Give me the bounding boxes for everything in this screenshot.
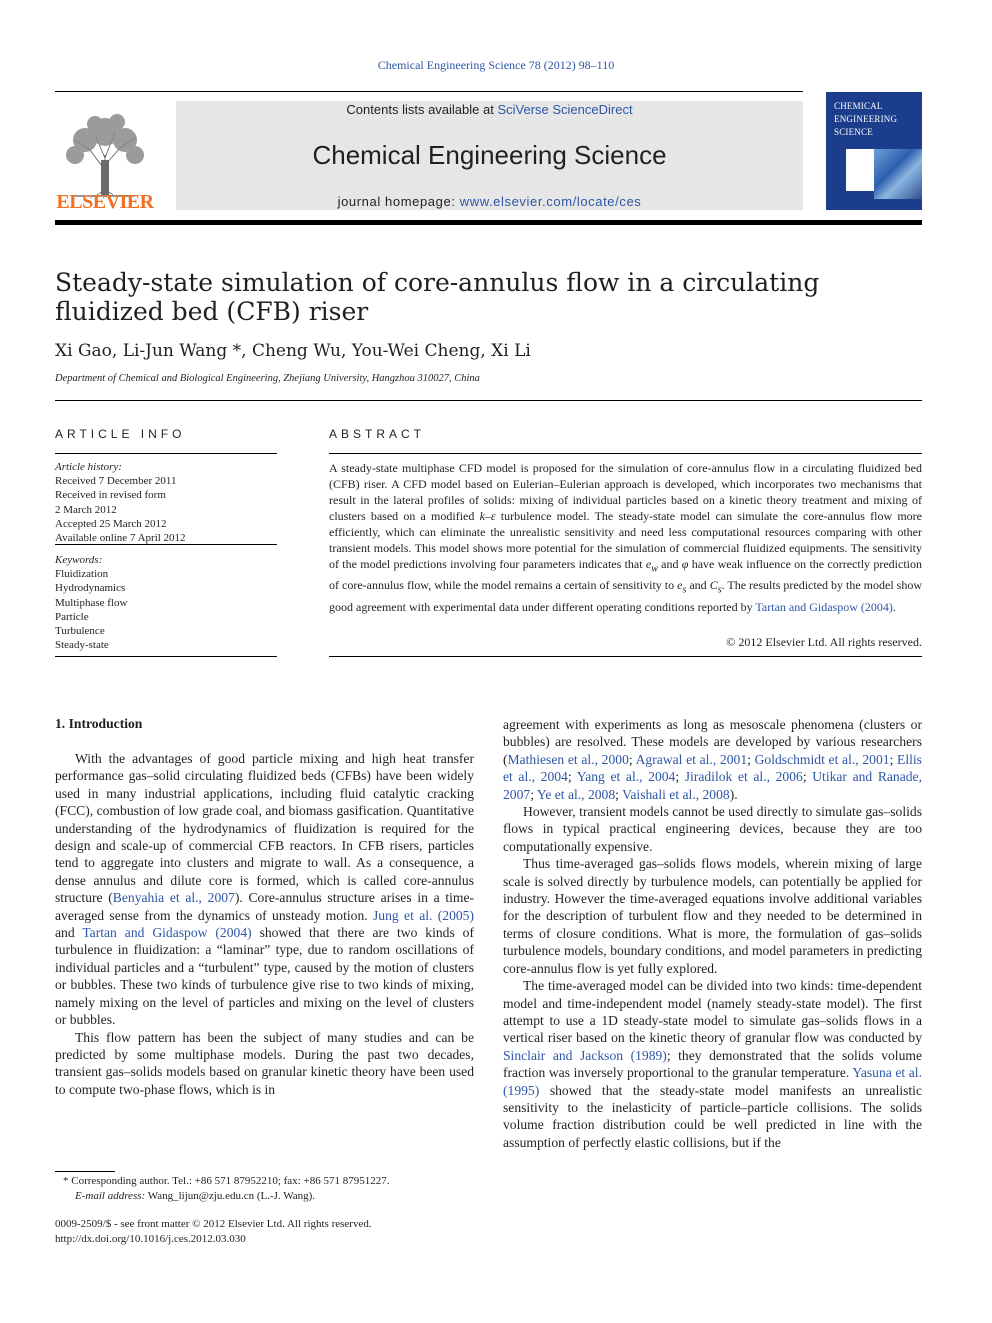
body-paragraph: [55, 750, 474, 1029]
keyword: Fluidization: [55, 568, 109, 581]
reference-link[interactable]: Vaishali et al., 2008: [622, 786, 730, 802]
corresponding-author-note: * Corresponding author. Tel.: +86 571 87952210; fax: +86 571 87951227.: [63, 1175, 390, 1187]
sciencedirect-link[interactable]: SciVerse ScienceDirect: [497, 102, 633, 117]
reference-link[interactable]: Sinclair and Jackson (1989): [503, 1047, 667, 1063]
article-title: Steady-state simulation of core-annulus flow in a circulating fluidized bed (CFB) riser: [55, 268, 820, 326]
paragraph-text: showed that there are two kinds of turbulence in fluidization: a “laminar” type, due to random oscillations of individual particles and a “turbulent” type, caused by the motion of clusters or bubbles. These two kinds of turbulence give rise to two kinds of mixing, namely mixing on the level of particles and mixing on the level of clusters or bubbles.: [55, 925, 475, 1028]
body-paragraph: [503, 977, 922, 1151]
cover-title: CHEMICAL ENGINEERING SCIENCE: [834, 101, 898, 137]
footnote-rule: [55, 1171, 115, 1172]
reference-link[interactable]: Jung et al. (2005): [373, 907, 474, 923]
paragraph-text: With the advantages of good particle mixing and high heat transfer performance gas–solid circulating fluidized beds (CFBs) have been widely used in many industrial applications, including fluid catalytic cracking (FCC), combustion of low grade coal, and biomass gasification. Quantitative understanding of the hydrodynamics of fluidization is required for the design and scale-up of commercial CFB reactors. In CFB risers, particles tend to aggregate into clusters and migrate to wall. As a consequence, a dense annulus and dilute core is formed, which is called core-annulus structure (: [55, 751, 474, 906]
reference-link[interactable]: Utikar and Ranade, 2007: [503, 769, 922, 802]
body-column-right: [503, 716, 922, 1151]
history-item: 2 March 2012: [55, 503, 117, 516]
reference-link[interactable]: Tartan and Gidaspow (2004): [82, 925, 252, 941]
cover-panel: [846, 149, 874, 191]
abstract-copyright: © 2012 Elsevier Ltd. All rights reserved.: [726, 635, 922, 649]
paragraph-text: ;: [615, 786, 623, 802]
contents-prefix: Contents lists available at: [346, 102, 498, 117]
homepage-prefix: journal homepage:: [337, 194, 460, 209]
paragraph-text: ;: [530, 786, 537, 802]
paragraph-text: agreement with experiments as long as mesoscale phenomena (clusters or bubbles) are resolved. These models are developed by various researchers (: [503, 717, 922, 767]
affiliation-rule: [55, 400, 922, 401]
paragraph-text: This flow pattern has been the subject of many studies and can be predicted by some multiphase models. During the past two decades, transient gas–solids models based on granular kinetic theory have been used to compute two-phase flows, which is in: [55, 1029, 474, 1097]
paragraph-text: ). Core-annulus structure arises in a time-averaged sense from the dynamics of unsteady motion.: [55, 890, 475, 923]
cover-image: [874, 149, 922, 199]
paragraph-text: ).: [729, 786, 738, 802]
reference-link[interactable]: Mathiesen et al., 2000: [507, 751, 629, 767]
keyword: Particle: [55, 610, 89, 623]
history-item: Available online 7 April 2012: [55, 532, 186, 545]
elsevier-wordmark: ELSEVIER: [56, 191, 154, 213]
email-line: [55, 1189, 474, 1204]
reference-link[interactable]: Ellis et al., 2004: [503, 751, 922, 785]
history-item: Received in revised form: [55, 489, 166, 502]
paragraph-text: ;: [889, 751, 898, 767]
section-heading-introduction: 1. Introduction: [55, 716, 143, 731]
abstract-heading: ABSTRACT: [329, 427, 426, 441]
history-item: Accepted 25 March 2012: [55, 517, 167, 530]
footnote: [55, 1174, 474, 1203]
body-column-left: [55, 750, 474, 1098]
reference-link[interactable]: Tartan and Gidaspow (2004): [755, 599, 893, 614]
paragraph-text: ;: [567, 769, 577, 785]
history-label: Article history:: [55, 461, 122, 473]
article-info-bottom-rule: [55, 656, 277, 657]
keywords-label: Keywords:: [55, 554, 103, 566]
keyword: Multiphase flow: [55, 596, 128, 609]
abstract-rule: [329, 453, 922, 454]
header-rule: [55, 91, 803, 92]
email-address[interactable]: Wang_lijun@zju.edu.cn (L.-J. Wang).: [145, 1189, 316, 1202]
paragraph-text: showed that the steady-state model manifests an unrealistic sensitivity to the inelasticity of particle–particle collisions. The solids volume fraction distribution could be well predicted in line with the assumption of perfectly elastic collisions, but if the: [503, 1082, 922, 1150]
email-label: E-mail address:: [75, 1189, 146, 1202]
journal-citation[interactable]: Chemical Engineering Science 78 (2012) 98–110: [377, 58, 615, 72]
abstract-bottom-rule: [329, 656, 922, 657]
article-info-heading: ARTICLE INFO: [55, 427, 186, 441]
paragraph-text: and: [55, 925, 83, 941]
body-paragraph: [503, 803, 922, 855]
reference-link[interactable]: Agrawal et al., 2001: [635, 751, 748, 767]
homepage-line: [176, 194, 803, 209]
journal-title: Chemical Engineering Science: [312, 140, 667, 170]
front-matter: [55, 1217, 372, 1246]
paragraph-text: ;: [802, 769, 813, 785]
reference-link[interactable]: Goldschmidt et al., 2001: [754, 751, 890, 767]
reference-link[interactable]: Benyahia et al., 2007: [112, 890, 235, 906]
doi-link[interactable]: http://dx.doi.org/10.1016/j.ces.2012.03.030: [55, 1232, 246, 1245]
article-info-rule: [55, 453, 277, 454]
journal-cover[interactable]: [826, 92, 922, 210]
reference-link[interactable]: Yang et al., 2004: [576, 769, 676, 785]
reference-link[interactable]: Yasuna et al. (1995): [503, 1065, 922, 1098]
paragraph-text: ;: [628, 751, 636, 767]
contents-line: [176, 102, 803, 117]
keyword: Hydrodynamics: [55, 582, 126, 595]
keyword: Turbulence: [55, 625, 105, 638]
history-item: Received 7 December 2011: [55, 475, 177, 488]
paragraph-text: ;: [747, 751, 755, 767]
paragraph-text: ;: [675, 769, 685, 785]
body-paragraph: [503, 716, 922, 803]
homepage-link[interactable]: www.elsevier.com/locate/ces: [459, 194, 642, 209]
header-thick-rule: [55, 220, 922, 225]
abstract-text: A steady-state multiphase CFD model is proposed for the simulation of core-annulus flow in a circulating fluidized bed (CFB) riser. A CFD model based on Eulerian–Eulerian approach is developed, which incorporates two mechanisms that result in the lateral profiles of solids: mixing of individual particles based on a kinetic theory treatment and mixing of clusters based on a modified k–ε turbulence model. The steady-state model can simulate the core-annulus flow more efficiently, which can eliminate the unrealistic sensitivity and need less computational resources comparing with other transient models. This model shows more potential for the simulation of commercial fluidized equipments. The sensitivity of the model predictions involving four parameters indicates that $e_w$ and φ have weak influence on the correctly prediction of core-annulus flow, while the model remains a certain of sensitivity to $e_s$ and $C_s$. The results predicted by the model show good agreement with experimental data under different operating conditions reported by Tartan and Gidaspow (2004).: [329, 461, 923, 614]
author-list: Xi Gao, Li-Jun Wang *, Cheng Wu, You-Wei Cheng, Xi Li: [55, 341, 531, 361]
issn-line: 0009-2509/$ - see front matter © 2012 Elsevier Ltd. All rights reserved.: [55, 1218, 372, 1230]
keywords: [55, 553, 277, 652]
paragraph-text: The time-averaged model can be divided into two kinds: time-dependent model and time-independent model (namely steady-state model). The first attempt to use a 1D steady-state model to simulate gas–solids flows in a vertical riser based on the kinetic theory of granular flow was conducted by: [503, 978, 922, 1046]
reference-link[interactable]: Ye et al., 2008: [536, 786, 616, 802]
reference-link[interactable]: Jiradilok et al., 2006: [684, 769, 803, 785]
paragraph-text: ; they demonstrated that the solids volume fraction was inversely proportional to the granular temperature.: [503, 1047, 922, 1081]
article-history: [55, 460, 277, 545]
affiliation: Department of Chemical and Biological Engineering, Zhejiang University, Hangzhou 310027, China: [55, 373, 480, 384]
paragraph-text: However, transient models cannot be used directly to simulate gas–solids flows in typical practical engineering devices, because they are too computationally expensive.: [503, 804, 922, 854]
body-paragraph: [55, 1029, 474, 1099]
body-paragraph: [503, 855, 922, 977]
paragraph-text: Thus time-averaged gas–solids flows models, wherein mixing of large scale is solved directly by turbulence models, can potentially be applied for industry. However the time-averaged equations involve additional variables for the description of turbulent flow and they needed to be determined in terms of closure conditions. What is more, the formulation of gas–solids turbulence models, boundary conditions, and model parameters in predicting core-annulus flow is yet fully explored.: [503, 856, 922, 976]
keyword: Steady-state: [55, 639, 109, 652]
